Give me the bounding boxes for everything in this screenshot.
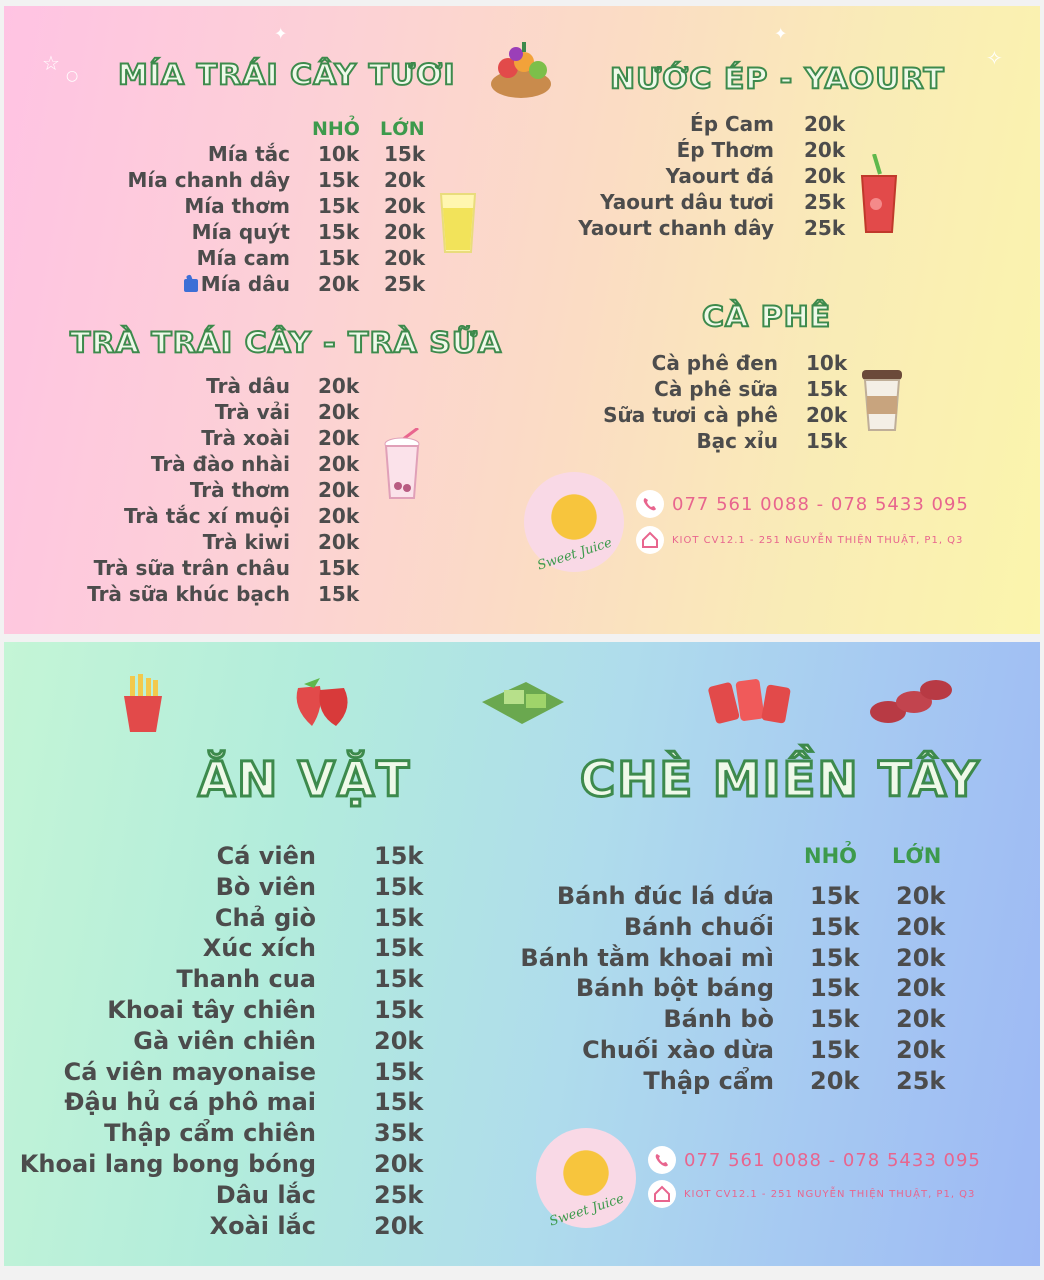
section-title-tra: TRÀ TRÁI CÂY - TRÀ SỮA [70, 326, 503, 361]
menu-item-price: 20k [318, 374, 360, 398]
menu-item-price: 15k [374, 903, 424, 932]
menu-item-name: Xúc xích [202, 934, 316, 963]
sweet-juice-logo [524, 472, 624, 572]
menu-item-price: 15k [374, 965, 424, 994]
menu-item-price: 20k [896, 1036, 946, 1064]
menu-item-price: 15k [318, 582, 360, 606]
menu-item-price: 10k [806, 351, 848, 375]
menu-item-price: 15k [810, 943, 860, 972]
phone-line [636, 490, 969, 518]
sparkle-icon: ✦ [774, 24, 788, 43]
menu-item-price: 20k [804, 164, 846, 188]
menu-item-name: Yaourt đá [665, 164, 774, 188]
menu-item-price: 15k [374, 842, 424, 870]
menu-item-price: 35k [374, 1119, 424, 1148]
menu-item-name: Trà sữa khúc bạch [87, 582, 290, 606]
home-icon [648, 1180, 676, 1208]
menu-item-price: 20k [384, 194, 426, 218]
menu-item-name: Trà thơm [189, 478, 290, 502]
milk-tea-cup-icon [382, 428, 426, 500]
menu-item-name: Bánh tằm khoai mì [520, 943, 774, 972]
menu-item-price: 15k [810, 882, 860, 910]
menu-item-name: Trà dâu [206, 374, 290, 398]
menu-item-price: 20k [374, 1211, 424, 1240]
juice-glass-icon [438, 190, 478, 256]
menu-item-name: Mía cam [196, 246, 290, 270]
menu-item-name: Bánh đúc lá dứa [556, 882, 774, 910]
menu-item-name: Bánh chuối [623, 912, 774, 941]
menu-item-name: Gà viên chiên [133, 1026, 316, 1055]
strawberry-icon [290, 674, 356, 730]
menu-item-name: Trà kiwi [202, 530, 290, 554]
menu-item-name: Bò viên [215, 872, 316, 901]
menu-item-price: 20k [384, 220, 426, 244]
phone-number: 077 561 0088 - 078 5433 095 [684, 1149, 981, 1171]
menu-item-price: 15k [318, 194, 360, 218]
size-header-large: LỚN [380, 118, 425, 140]
crab-stick-icon [706, 670, 796, 728]
phone-icon [648, 1146, 676, 1174]
fruit-basket-icon [488, 40, 554, 100]
menu-item-price: 20k [318, 426, 360, 450]
menu-item-price: 20k [896, 943, 946, 972]
menu-item-name: Xoài lắc [209, 1211, 316, 1240]
menu-item-name: Thập cẩm chiên [104, 1119, 316, 1148]
menu-item-name: Khoai lang bong bóng [19, 1150, 316, 1178]
menu-item-price: 20k [384, 246, 426, 270]
menu-item-price: 15k [318, 220, 360, 244]
sweet-juice-logo [536, 1128, 636, 1228]
menu-item-price: 20k [804, 112, 846, 136]
phone-number: 077 561 0088 - 078 5433 095 [672, 493, 969, 515]
menu-item-name: Mía chanh dây [127, 168, 290, 192]
menu-item-price: 25k [896, 1066, 946, 1095]
menu-item-name: Chuối xào dừa [582, 1036, 774, 1064]
menu-item-name: Đậu hủ cá phô mai [64, 1088, 316, 1117]
menu-item-price: 20k [318, 400, 360, 424]
menu-item-name: Yaourt dâu tươi [600, 190, 774, 214]
french-fries-icon [118, 674, 168, 734]
menu-item-price: 20k [896, 912, 946, 941]
menu-item-price: 20k [374, 1150, 424, 1178]
food-menu-card [4, 642, 1040, 1266]
menu-item-name: Cá viên [216, 842, 316, 870]
section-title-mia: MÍA TRÁI CÂY TƯƠI [118, 58, 456, 93]
menu-item-name: Thanh cua [176, 965, 316, 994]
menu-item-price: 15k [374, 996, 424, 1024]
menu-item-price: 15k [318, 246, 360, 270]
menu-item-price: 25k [374, 1180, 424, 1209]
menu-item-name: Ép Cam [690, 112, 774, 136]
phone-line [648, 1146, 981, 1174]
menu-item-name [184, 272, 290, 296]
address: KIOT CV12.1 - 251 NGUYỄN THIỆN THUẬT, P1, Q3 [684, 1188, 976, 1200]
phone-icon [636, 490, 664, 518]
menu-item-price: 20k [804, 138, 846, 162]
menu-item-label: Mía dâu [200, 272, 290, 296]
menu-item-name: Mía tắc [207, 142, 290, 166]
pandan-cake-icon [478, 672, 568, 728]
menu-item-name: Khoai tây chiên [107, 996, 316, 1024]
menu-item-price: 10k [318, 142, 360, 166]
menu-item-name: Chả giò [214, 903, 316, 932]
menu-item-price: 20k [896, 882, 946, 910]
menu-item-name: Yaourt chanh dây [578, 216, 774, 240]
menu-item-price: 20k [318, 478, 360, 502]
strawberry-drink-icon [856, 154, 902, 234]
menu-item-name: Thập cẩm [643, 1066, 774, 1095]
menu-item-name: Sữa tươi cà phê [603, 403, 778, 427]
menu-item-name: Trà vải [214, 400, 290, 424]
menu-item-price: 25k [384, 272, 426, 296]
menu-item-price: 15k [374, 1088, 424, 1117]
menu-item-price: 20k [374, 1026, 424, 1055]
sparkle-icon: ☆ [42, 51, 60, 75]
menu-item-name: Bánh bò [663, 1005, 774, 1034]
menu-item-price: 15k [810, 974, 860, 1003]
section-title-ca-phe: CÀ PHÊ [702, 300, 832, 335]
menu-item-name: Trà sữa trân châu [93, 556, 290, 580]
section-title-an-vat: ĂN VẶT [198, 752, 412, 808]
menu-item-price: 15k [810, 1036, 860, 1064]
menu-item-name: Trà tắc xí muội [123, 504, 290, 528]
menu-item-price: 15k [810, 1005, 860, 1034]
drinks-menu-card [4, 6, 1040, 634]
menu-item-price: 20k [806, 403, 848, 427]
like-icon [184, 279, 198, 292]
menu-item-name: Bạc xỉu [696, 429, 778, 453]
section-title-che: CHÈ MIỀN TÂY [580, 752, 981, 808]
menu-item-name: Dâu lắc [215, 1180, 316, 1209]
menu-item-name: Trà đào nhài [150, 452, 290, 476]
menu-item-price: 20k [318, 504, 360, 528]
menu-item-price: 20k [896, 1005, 946, 1034]
size-header-large: LỚN [892, 844, 942, 868]
menu-item-price: 25k [804, 216, 846, 240]
coffee-cup-icon [860, 366, 904, 432]
menu-item-price: 15k [318, 168, 360, 192]
menu-item-price: 15k [374, 1057, 424, 1086]
size-header-small: NHỎ [804, 844, 858, 868]
sparkle-icon: ✦ [274, 24, 288, 43]
menu-item-price: 15k [374, 934, 424, 963]
menu-item-price: 15k [318, 556, 360, 580]
menu-item-name: Cà phê đen [651, 351, 778, 375]
menu-item-price: 20k [318, 272, 360, 296]
sparkle-icon: ✧ [986, 46, 1003, 70]
address: KIOT CV12.1 - 251 NGUYỄN THIỆN THUẬT, P1, Q3 [672, 534, 964, 546]
menu-item-price: 15k [810, 912, 860, 941]
menu-item-price: 25k [804, 190, 846, 214]
address-line [648, 1180, 975, 1208]
menu-item-price: 20k [318, 452, 360, 476]
menu-item-name: Bánh bột báng [575, 974, 774, 1003]
address-line [636, 526, 963, 554]
menu-item-price: 20k [384, 168, 426, 192]
menu-item-name: Mía thơm [184, 194, 290, 218]
menu-item-price: 20k [318, 530, 360, 554]
logo-text: Sweet Juice [547, 1191, 626, 1230]
sparkle-icon: ○ [66, 68, 79, 84]
menu-item-name: Cà phê sữa [654, 377, 778, 401]
menu-item-name: Cá viên mayonaise [63, 1057, 316, 1086]
menu-item-price: 15k [374, 872, 424, 901]
size-header-small: NHỎ [312, 118, 360, 140]
section-title-nuoc-ep: NƯỚC ÉP - YAOURT [610, 62, 945, 97]
menu-item-price: 15k [806, 429, 848, 453]
menu-item-price: 20k [896, 974, 946, 1003]
sausage-icon [868, 672, 954, 732]
menu-item-name: Ép Thơm [676, 138, 774, 162]
menu-item-price: 15k [806, 377, 848, 401]
home-icon [636, 526, 664, 554]
logo-text: Sweet Juice [535, 535, 614, 574]
menu-item-name: Trà xoài [201, 426, 290, 450]
menu-item-name: Mía quýt [191, 220, 290, 244]
menu-item-price: 15k [384, 142, 426, 166]
menu-item-price: 20k [810, 1066, 860, 1095]
